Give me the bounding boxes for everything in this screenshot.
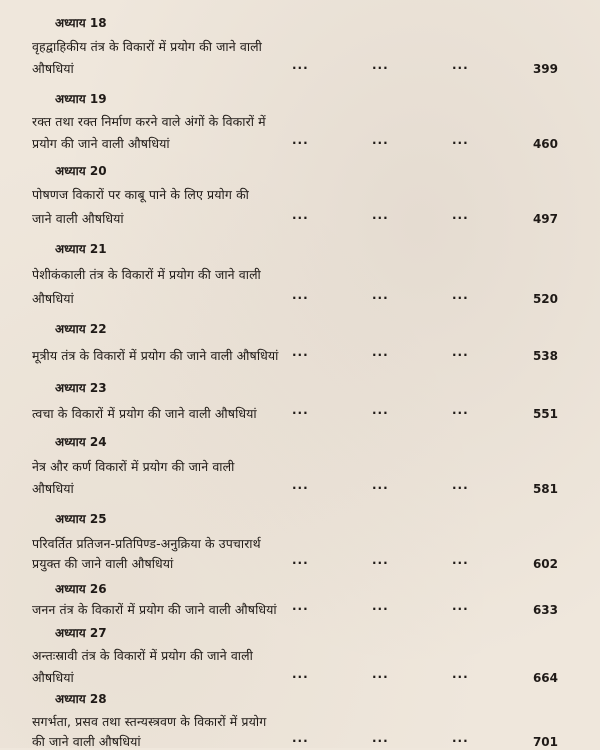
chapter-heading: अध्याय 18 xyxy=(55,16,107,30)
chapter-title-line: वृहद्वाहिकीय तंत्र के विकारों में प्रयोग की जाने वाली xyxy=(32,39,262,54)
leader-dots: ... xyxy=(292,403,309,417)
leader-dots: ... xyxy=(452,599,469,613)
leader-dots: ... xyxy=(452,133,469,147)
leader-dots: ... xyxy=(452,478,469,492)
leader-dots: ... xyxy=(452,731,469,745)
chapter-title-line: प्रयुक्त की जाने वाली औषधियां xyxy=(32,556,174,571)
page-number: 602 xyxy=(532,557,558,571)
chapter-title-line: सगर्भता, प्रसव तथा स्तन्यस्त्रवण के विकारों में प्रयोग xyxy=(32,714,267,729)
chapter-heading: अध्याय 21 xyxy=(55,242,107,256)
page-number: 664 xyxy=(532,671,558,685)
leader-dots: ... xyxy=(372,133,389,147)
chapter-title-line: अन्तःस्रावी तंत्र के विकारों में प्रयोग की जाने वाली xyxy=(32,648,253,663)
leader-dots: ... xyxy=(372,599,389,613)
chapter-heading: अध्याय 27 xyxy=(55,626,107,640)
leader-dots: ... xyxy=(372,403,389,417)
chapter-title-line: त्वचा के विकारों में प्रयोग की जाने वाली औषधियां xyxy=(32,406,257,421)
chapter-title-line: परिवर्तित प्रतिजन-प्रतिपिण्ड-अनुक्रिया के उपचारार्थ xyxy=(32,536,261,551)
leader-dots: ... xyxy=(372,553,389,567)
leader-dots: ... xyxy=(372,667,389,681)
chapter-heading: अध्याय 19 xyxy=(55,92,107,106)
chapter-heading: अध्याय 26 xyxy=(55,582,107,596)
leader-dots: ... xyxy=(452,208,469,222)
chapter-title-line: जाने वाली औषधियां xyxy=(32,211,124,226)
leader-dots: ... xyxy=(292,345,309,359)
leader-dots: ... xyxy=(372,288,389,302)
chapter-title-line: औषधियां xyxy=(32,61,74,76)
page-number: 399 xyxy=(532,62,558,76)
leader-dots: ... xyxy=(372,58,389,72)
chapter-title-line: रक्त तथा रक्त निर्माण करने वाले अंगों के विकारों में xyxy=(32,114,266,129)
chapter-heading: अध्याय 24 xyxy=(55,435,107,449)
leader-dots: ... xyxy=(292,478,309,492)
leader-dots: ... xyxy=(452,667,469,681)
leader-dots: ... xyxy=(292,208,309,222)
chapter-heading: अध्याय 28 xyxy=(55,692,107,706)
page-number: 581 xyxy=(532,482,558,496)
leader-dots: ... xyxy=(292,553,309,567)
leader-dots: ... xyxy=(452,403,469,417)
chapter-title-line: औषधियां xyxy=(32,291,74,306)
page-number: 551 xyxy=(532,407,558,421)
page-number: 460 xyxy=(532,137,558,151)
leader-dots: ... xyxy=(372,345,389,359)
page-number: 701 xyxy=(532,735,558,749)
leader-dots: ... xyxy=(372,478,389,492)
leader-dots: ... xyxy=(452,58,469,72)
leader-dots: ... xyxy=(372,731,389,745)
chapter-title-line: जनन तंत्र के विकारों में प्रयोग की जाने वाली औषधियां xyxy=(32,602,277,617)
page-number: 633 xyxy=(532,603,558,617)
chapter-title-line: पेशीकंकाली तंत्र के विकारों में प्रयोग की जाने वाली xyxy=(32,267,261,282)
leader-dots: ... xyxy=(292,731,309,745)
page-number: 538 xyxy=(532,349,558,363)
chapter-heading: अध्याय 25 xyxy=(55,512,107,526)
leader-dots: ... xyxy=(452,345,469,359)
leader-dots: ... xyxy=(292,667,309,681)
chapter-heading: अध्याय 23 xyxy=(55,381,107,395)
leader-dots: ... xyxy=(292,58,309,72)
chapter-title-line: नेत्र और कर्ण विकारों में प्रयोग की जाने वाली xyxy=(32,459,235,474)
chapter-heading: अध्याय 22 xyxy=(55,322,107,336)
page-number: 520 xyxy=(532,292,558,306)
page-number: 497 xyxy=(532,212,558,226)
leader-dots: ... xyxy=(292,288,309,302)
chapter-title-line: की जाने वाली औषधियां xyxy=(32,734,141,749)
chapter-title-line: औषधियां xyxy=(32,670,74,685)
leader-dots: ... xyxy=(452,553,469,567)
chapter-title-line: प्रयोग की जाने वाली औषधियां xyxy=(32,136,170,151)
leader-dots: ... xyxy=(292,599,309,613)
chapter-heading: अध्याय 20 xyxy=(55,164,107,178)
leader-dots: ... xyxy=(452,288,469,302)
chapter-title-line: मूत्रीय तंत्र के विकारों में प्रयोग की जाने वाली औषधियां xyxy=(32,348,279,363)
leader-dots: ... xyxy=(372,208,389,222)
chapter-title-line: औषधियां xyxy=(32,481,74,496)
leader-dots: ... xyxy=(292,133,309,147)
chapter-title-line: पोषणज विकारों पर काबू पाने के लिए प्रयोग की xyxy=(32,187,250,202)
